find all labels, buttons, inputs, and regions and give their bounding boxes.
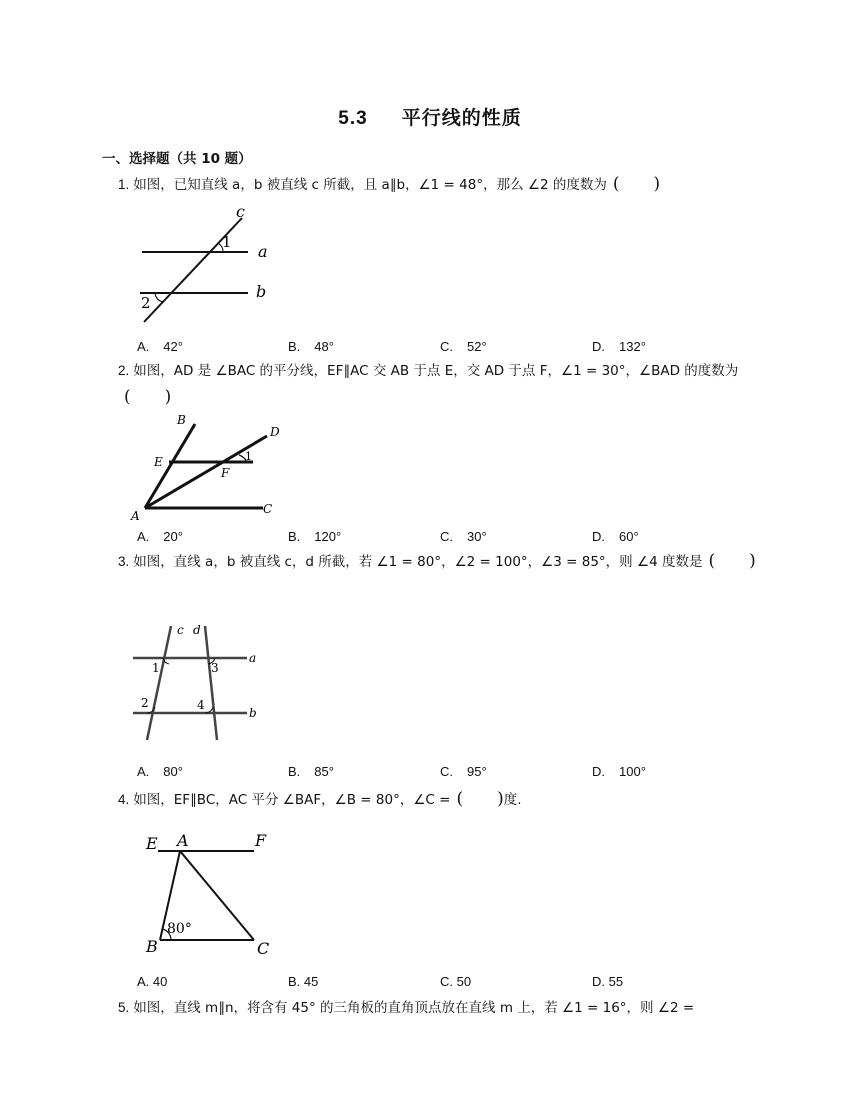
label-A: A	[131, 509, 140, 523]
answer-blank: ( )	[708, 551, 756, 571]
answer-blank: ( )	[124, 387, 172, 407]
label-B: B	[146, 937, 158, 956]
option-d[interactable]: D. 60°	[592, 529, 639, 544]
figure-q2	[125, 410, 285, 525]
question-number: 3.	[118, 554, 130, 569]
question-4	[118, 786, 766, 813]
question-text: 如图，EF∥BC，AC 平分 ∠BAF，∠B = 80°，∠C =	[133, 792, 451, 808]
question-text: 如图，已知直线 a，b 被直线 c 所截，且 a∥b，∠1 = 48°，那么 ∠2 的度数为	[133, 177, 607, 193]
question-number: 1.	[118, 177, 130, 192]
question-number: 4.	[118, 792, 130, 807]
question-text-after: 度.	[503, 792, 522, 808]
answer-blank: ( )	[456, 789, 504, 809]
option-a[interactable]: A. 40	[137, 974, 168, 989]
label-D: D	[270, 425, 280, 439]
label-angle-1: 1	[222, 233, 232, 251]
option-b[interactable]: B. 85°	[288, 764, 334, 779]
label-A: A	[177, 831, 189, 850]
label-E: E	[154, 455, 163, 469]
label-E: E	[146, 834, 158, 853]
label-c: c	[236, 202, 245, 221]
question-5	[118, 995, 766, 1021]
label-B: B	[177, 413, 186, 427]
option-a[interactable]: A. 80°	[137, 764, 183, 779]
figure-q3	[125, 620, 275, 750]
label-angle-1: 1	[152, 661, 160, 675]
section-heading: 一、选择题（共 10 题）	[102, 151, 252, 167]
question-text: 如图，直线 m∥n，将含有 45° 的三角板的直角顶点放在直线 m 上，若 ∠1 = 16°，则 ∠2 =	[133, 1000, 695, 1016]
option-c[interactable]: C. 50	[440, 974, 472, 989]
label-angle-80: 80°	[167, 921, 192, 937]
label-angle-1: 1	[245, 450, 252, 463]
question-3	[118, 548, 766, 575]
label-b: b	[249, 706, 257, 720]
option-a[interactable]: A. 42°	[137, 339, 183, 354]
page-title	[0, 103, 860, 130]
title-text: 平行线的性质	[401, 107, 522, 129]
label-F: F	[255, 831, 267, 850]
question-1	[118, 171, 766, 198]
option-c[interactable]: C. 52°	[440, 339, 487, 354]
label-a: a	[258, 242, 268, 261]
option-b[interactable]: B. 45	[288, 974, 319, 989]
label-F: F	[221, 466, 230, 480]
label-angle-2: 2	[141, 294, 151, 312]
option-c[interactable]: C. 30°	[440, 529, 487, 544]
option-c[interactable]: C. 95°	[440, 764, 487, 779]
section-number: 5.3	[338, 108, 368, 129]
option-d[interactable]: D. 100°	[592, 764, 646, 779]
question-text: 如图，AD 是 ∠BAC 的平分线，EF∥AC 交 AB 于点 E，交 AD 于点 F，∠1 = 30°，∠BAD 的度数为	[133, 363, 739, 379]
option-a[interactable]: A. 20°	[137, 529, 183, 544]
question-number: 5.	[118, 1000, 130, 1015]
label-angle-4: 4	[197, 698, 205, 712]
option-b[interactable]: B. 120°	[288, 529, 342, 544]
option-d[interactable]: D. 132°	[592, 339, 646, 354]
label-d: d	[193, 623, 201, 637]
label-C: C	[263, 502, 273, 516]
answer-blank: ( )	[612, 174, 661, 194]
label-a: a	[249, 651, 257, 665]
question-2	[118, 358, 766, 411]
figure-q1	[130, 200, 280, 330]
option-d[interactable]: D. 55	[592, 974, 624, 989]
label-angle-3: 3	[211, 661, 219, 675]
question-number: 2.	[118, 363, 130, 378]
question-text: 如图，直线 a，b 被直线 c，d 所截，若 ∠1 = 80°，∠2 = 100°，∠3 = 85°，则 ∠4 度数是	[133, 554, 703, 570]
figure-q4	[140, 828, 290, 960]
label-C: C	[257, 939, 270, 958]
option-b[interactable]: B. 48°	[288, 339, 334, 354]
label-angle-2: 2	[141, 696, 149, 710]
label-c: c	[177, 623, 184, 637]
label-b: b	[256, 282, 267, 301]
